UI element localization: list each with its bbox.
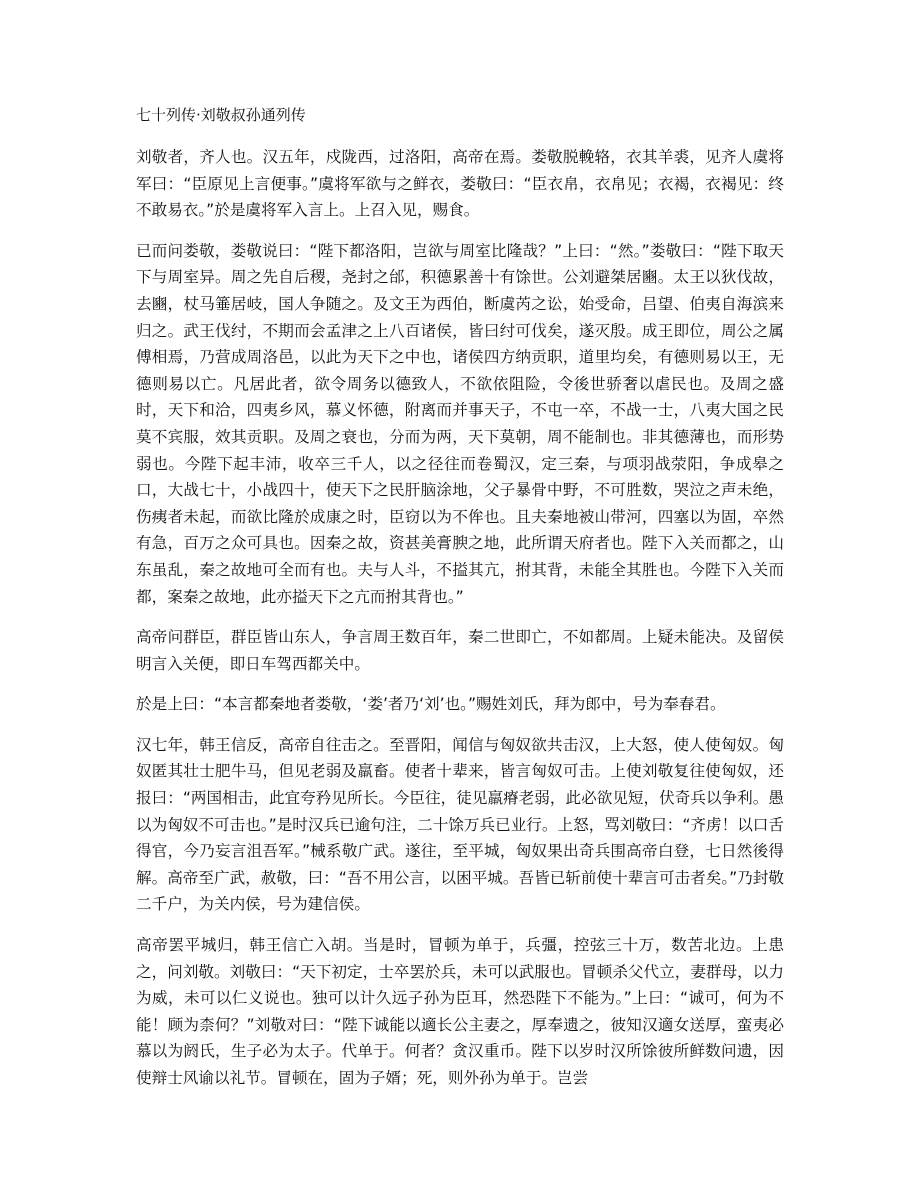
- paragraph-2: 已而问娄敬，娄敬说曰：“陛下都洛阳，岂欲与周室比隆哉？”上曰：“然。”娄敬曰：“陛下取天下与周室异。周之先自后稷，尧封之邰，积德累善十有馀世。公刘避桀居豳。太王以狄伐故，去豳，杖马箠居岐，国人争随之。及文王为西伯，断虞芮之讼，始受命，吕望、伯夷自海滨来归之。武王伐纣，不期而会孟津之上八百诸侯，皆曰纣可伐矣，遂灭殷。成王即位，周公之属傅相焉，乃营成周洛邑，以此为天下之中也，诸侯四方纳贡职，道里均矣，有德则易以王，无德则易以亡。凡居此者，欲令周务以德致人，不欲依阻险，令後世骄奢以虐民也。及周之盛时，天下和洽，四夷乡风，慕义怀德，附离而并事天子，不屯一卒，不战一士，八夷大国之民莫不宾服，效其贡职。及周之衰也，分而为两，天下莫朝，周不能制也。非其德薄也，而形势弱也。今陛下起丰沛，收卒三千人，以之径往而卷蜀汉，定三秦，与项羽战荥阳，争成皋之口，大战七十，小战四十，使天下之民肝脑涂地，父子暴骨中野，不可胜数，哭泣之声未绝，伤痍者未起，而欲比隆於成康之时，臣窃以为不侔也。且夫秦地被山带河，四塞以为固，卒然有急，百万之众可具也。因秦之故，资甚美膏腴之地，此所谓天府者也。陛下入关而都之，山东虽乱，秦之故地可全而有也。夫与人斗，不搤其亢，拊其背，未能全其胜也。今陛下入关而都，案秦之故地，此亦搤天下之亢而拊其背也。”: [136, 241, 784, 606]
- document-page: [136, 104, 784, 1106]
- paragraph-4: 於是上曰：“本言都秦地者娄敬，‘娄’者乃‘刘’也。”赐姓刘氏，拜为郎中，号为奉春君。: [136, 695, 726, 714]
- document-title: 七十列传·刘敬叔孙通列传: [136, 106, 306, 124]
- paragraph-5: 汉七年，韩王信反，高帝自往击之。至晋阳，闻信与匈奴欲共击汉，上大怒，使人使匈奴。匈奴匿其壮士肥牛马，但见老弱及羸畜。使者十辈来，皆言匈奴可击。上使刘敬复往使匈奴，还报曰：“两国相击，此宜夸矜见所长。今臣往，徒见羸瘠老弱，此必欲见短，伏奇兵以争利。愚以为匈奴不可击也。”是时汉兵已逾句注，二十馀万兵已业行。上怒，骂刘敬曰：“齐虏！以口舌得官，今乃妄言沮吾军。”械系敬广武。遂往，至平城，匈奴果出奇兵围高帝白登，七日然後得解。高帝至广武，赦敬，曰：“吾不用公言，以困平城。吾皆已斩前使十辈言可击者矣。”乃封敬二千户，为关内侯，号为建信侯。: [136, 735, 784, 914]
- paragraph-3: 高帝问群臣，群臣皆山东人，争言周王数百年，秦二世即亡，不如都周。上疑未能决。及留侯明言入关便，即日车驾西都关中。: [136, 628, 784, 673]
- paragraph-1: 刘敬者，齐人也。汉五年，戍陇西，过洛阳，高帝在焉。娄敬脱輓辂，衣其羊裘，见齐人虞将军曰：“臣原见上言便事。”虞将军欲与之鲜衣，娄敬曰：“臣衣帛，衣帛见；衣褐，衣褐见：终不敢易衣。”於是虞将军入言上。上召入见，赐食。: [136, 148, 784, 220]
- paragraph-6: 高帝罢平城归，韩王信亡入胡。当是时，冒顿为单于，兵彊，控弦三十万，数苦北边。上患之，问刘敬。刘敬曰：“天下初定，士卒罢於兵，未可以武服也。冒顿杀父代立，妻群母，以力为威，未可以仁义说也。独可以计久远子孙为臣耳，然恐陛下不能为。”上曰：“诚可，何为不能！顾为柰何？”刘敬对曰：“陛下诚能以適长公主妻之，厚奉遗之，彼知汉適女送厚，蛮夷必慕以为阏氏，生子必为太子。代单于。何者？贪汉重币。陛下以岁时汉所馀彼所鲜数问遗，因使辩士风谕以礼节。冒顿在，固为子婿；死，则外孙为单于。岂尝: [136, 936, 784, 1087]
